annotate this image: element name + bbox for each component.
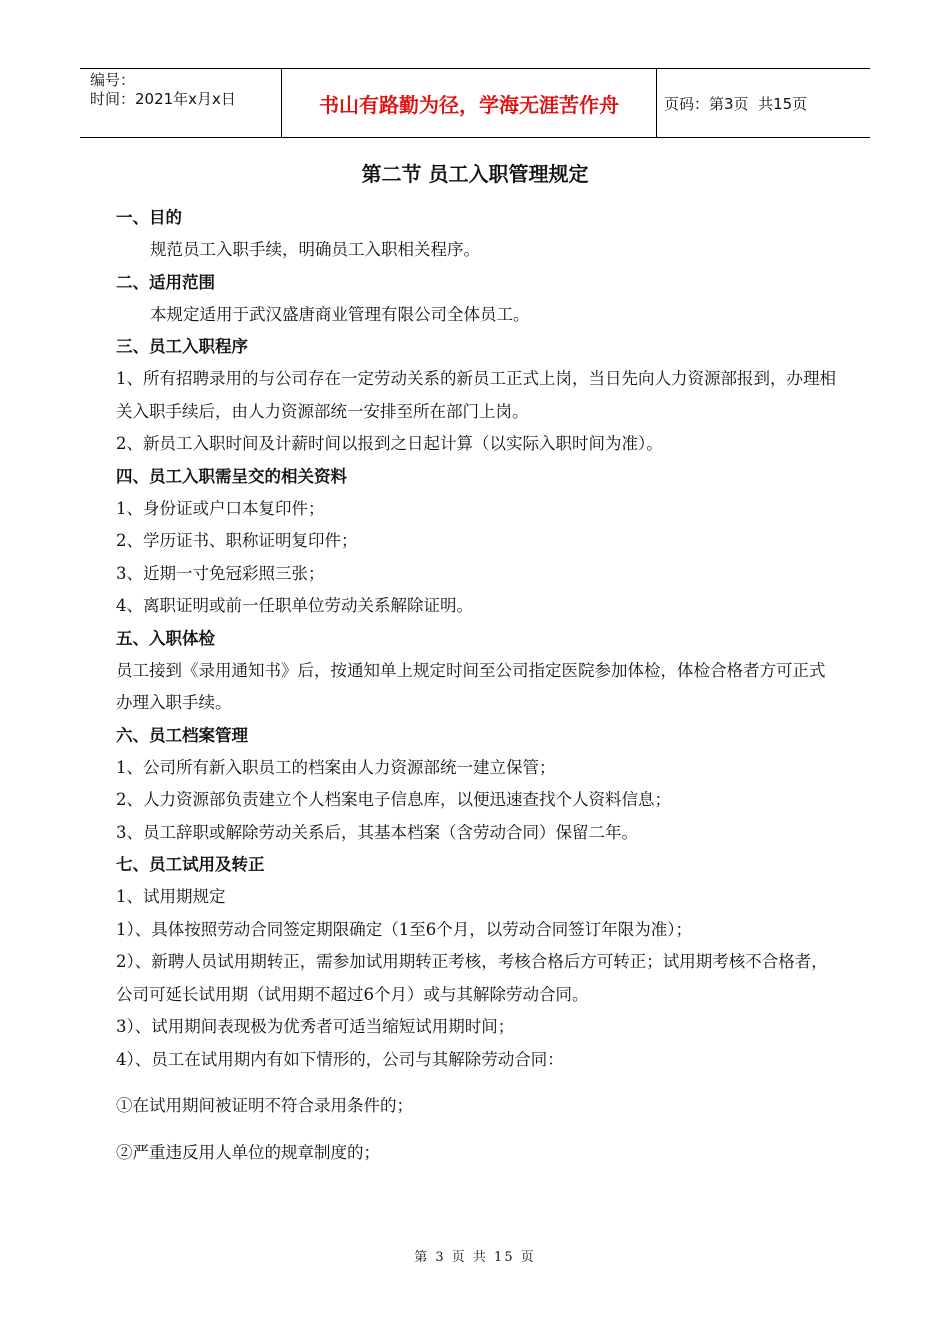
section-heading: 四、员工入职需呈交的相关资料 [116, 466, 347, 486]
header-meta-cell [80, 69, 280, 137]
section-heading: 二、适用范围 [116, 272, 215, 292]
motto-text: 书山有路勤为径，学海无涯苦作舟 [319, 92, 619, 117]
list-item: 4、离职证明或前一任职单位劳动关系解除证明。 [116, 596, 473, 615]
document-header [80, 68, 870, 138]
paragraph: 2、新员工入职时间及计薪时间以报到之日起计算（以实际入职时间为准）。 [116, 434, 663, 453]
section-heading: 一、目的 [116, 208, 182, 227]
section-heading: 五、入职体检 [116, 628, 215, 648]
list-item: 1、身份证或户口本复印件； [116, 498, 325, 518]
section-heading: 六、员工档案管理 [116, 725, 248, 745]
page-info-cell [664, 69, 870, 137]
page-info-text: 页码：第3页 共15页 [664, 94, 808, 113]
section-heading: 七、员工试用及转正 [116, 855, 265, 874]
list-item: ①在试用期间被证明不符合录用条件的； [116, 1096, 413, 1115]
section-heading: 三、员工入职程序 [116, 337, 248, 356]
list-item: 1、试用期规定 [116, 887, 226, 906]
paragraph: 员工接到《录用通知书》后，按通知单上规定时间至公司指定医院参加体检，体检合格者方可正式办理入职手续。 [116, 660, 826, 712]
page-title: 第二节 员工入职管理规定 [361, 162, 589, 186]
document-body [116, 202, 838, 1169]
motto-cell [281, 69, 657, 137]
list-item: 2、学历证书、职称证明复印件； [116, 531, 358, 550]
list-item: ②严重违反用人单位的规章制度的； [116, 1142, 380, 1162]
paragraph: 规范员工入职手续，明确员工入职相关程序。 [150, 240, 480, 259]
spacer [116, 1076, 838, 1090]
list-item: 3、近期一寸免冠彩照三张； [116, 563, 325, 583]
paragraph: 1、所有招聘录用的与公司存在一定劳动关系的新员工正式上岗，当日先向人力资源部报到，办理相关入职手续后，由人力资源部统一安排至所在部门上岗。 [116, 369, 836, 421]
time-label: 时间：2021年x月x日 [90, 90, 236, 108]
list-item: 1）、具体按照劳动合同签定期限确定（1至6个月，以劳动合同签订年限为准）； [116, 919, 692, 939]
list-item: 1、公司所有新入职员工的档案由人力资源部统一建立保管； [116, 757, 556, 777]
list-item: 3、员工辞职或解除劳动关系后，其基本档案（含劳动合同）保留二年。 [116, 822, 638, 842]
paragraph: 本规定适用于武汉盛唐商业管理有限公司全体员工。 [150, 304, 530, 324]
list-item: 2）、新聘人员试用期转正，需参加试用期转正考核，考核合格后方可转正；试用期考核不合格者，公司可延长试用期（试用期不超过6个月）或与其解除劳动合同。 [116, 952, 828, 1004]
list-item: 3）、试用期间表现极为优秀者可适当缩短试用期时间； [116, 1017, 515, 1036]
page-footer: 第 3 页 共 15 页 [414, 1250, 536, 1265]
list-item: 4）、员工在试用期内有如下情形的，公司与其解除劳动合同： [116, 1049, 564, 1069]
number-label: 编号： [90, 71, 136, 89]
list-item: 2、人力资源部负责建立个人档案电子信息库，以便迅速查找个人资料信息； [116, 790, 671, 809]
